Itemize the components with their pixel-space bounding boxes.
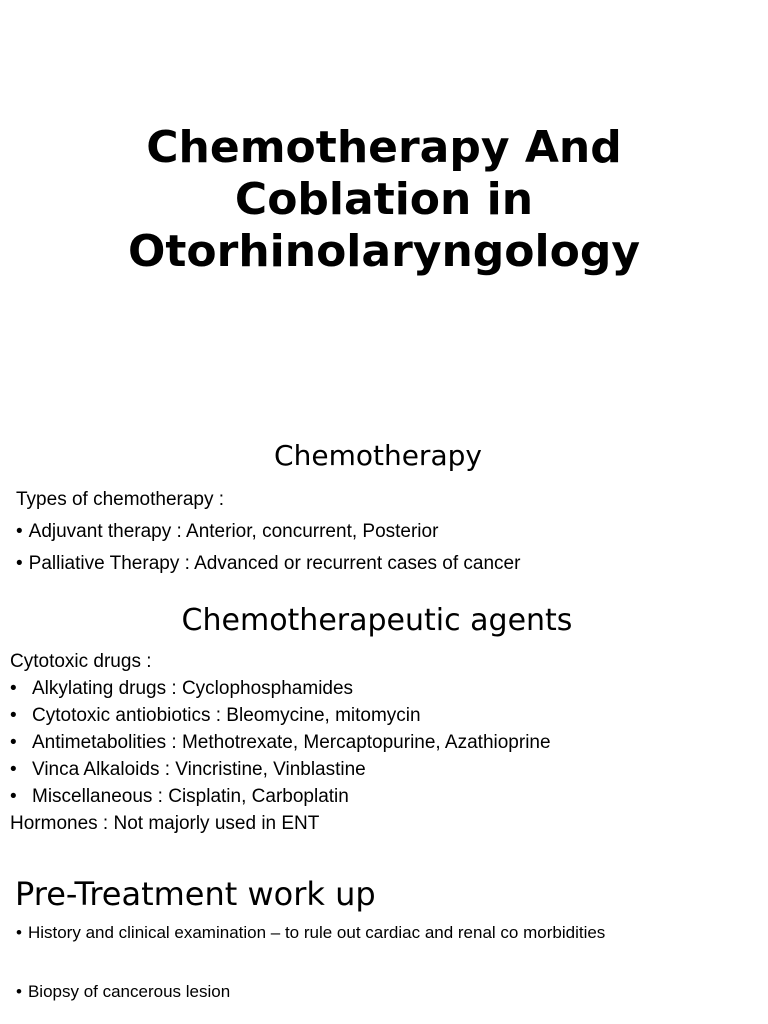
list-item-text: Vinca Alkaloids : Vincristine, Vinblastine — [32, 759, 366, 780]
chemotherapy-types-list — [16, 488, 520, 584]
bullet-icon: • — [10, 732, 17, 753]
agents-heading: Chemotherapeutic agents — [181, 603, 573, 638]
page-title — [0, 122, 768, 278]
bullet-icon: • — [10, 705, 17, 726]
title-line-1: Chemotherapy And — [146, 122, 622, 173]
pretreatment-heading: Pre-Treatment work up — [15, 875, 376, 913]
bullet-icon: • — [10, 759, 17, 780]
list-item — [10, 702, 551, 729]
list-item-text: Miscellaneous : Cisplatin, Carboplatin — [32, 786, 349, 807]
list-item: • History and clinical examination – to rule out cardiac and renal co morbidities — [16, 922, 605, 944]
list-item — [10, 675, 551, 702]
agents-intro: Cytotoxic drugs : — [10, 651, 152, 672]
bullet-icon: • — [10, 678, 17, 699]
list-item: • Adjuvant therapy : Anterior, concurrent, Posterior — [16, 520, 520, 552]
title-line-3: Otorhinolaryngology — [127, 226, 640, 277]
list-item: • Biopsy of cancerous lesion — [16, 981, 230, 1003]
list-item — [10, 729, 551, 756]
list-item: • Palliative Therapy : Advanced or recurrent cases of cancer — [16, 552, 520, 584]
list-item — [10, 756, 551, 783]
list-item-text: Cytotoxic antiobiotics : Bleomycine, mitomycin — [32, 705, 421, 726]
agents-list — [10, 648, 551, 837]
title-line-2: Coblation in — [234, 174, 534, 225]
list-item-text: Antimetabolities : Methotrexate, Mercaptopurine, Azathioprine — [32, 732, 551, 753]
bullet-icon: • — [10, 786, 17, 807]
agents-outro: Hormones : Not majorly used in ENT — [10, 813, 320, 834]
chemotherapy-types-intro: Types of chemotherapy : — [16, 489, 225, 510]
list-item — [10, 783, 551, 810]
chemotherapy-heading: Chemotherapy — [274, 439, 482, 472]
list-item-text: Alkylating drugs : Cyclophosphamides — [32, 678, 354, 699]
